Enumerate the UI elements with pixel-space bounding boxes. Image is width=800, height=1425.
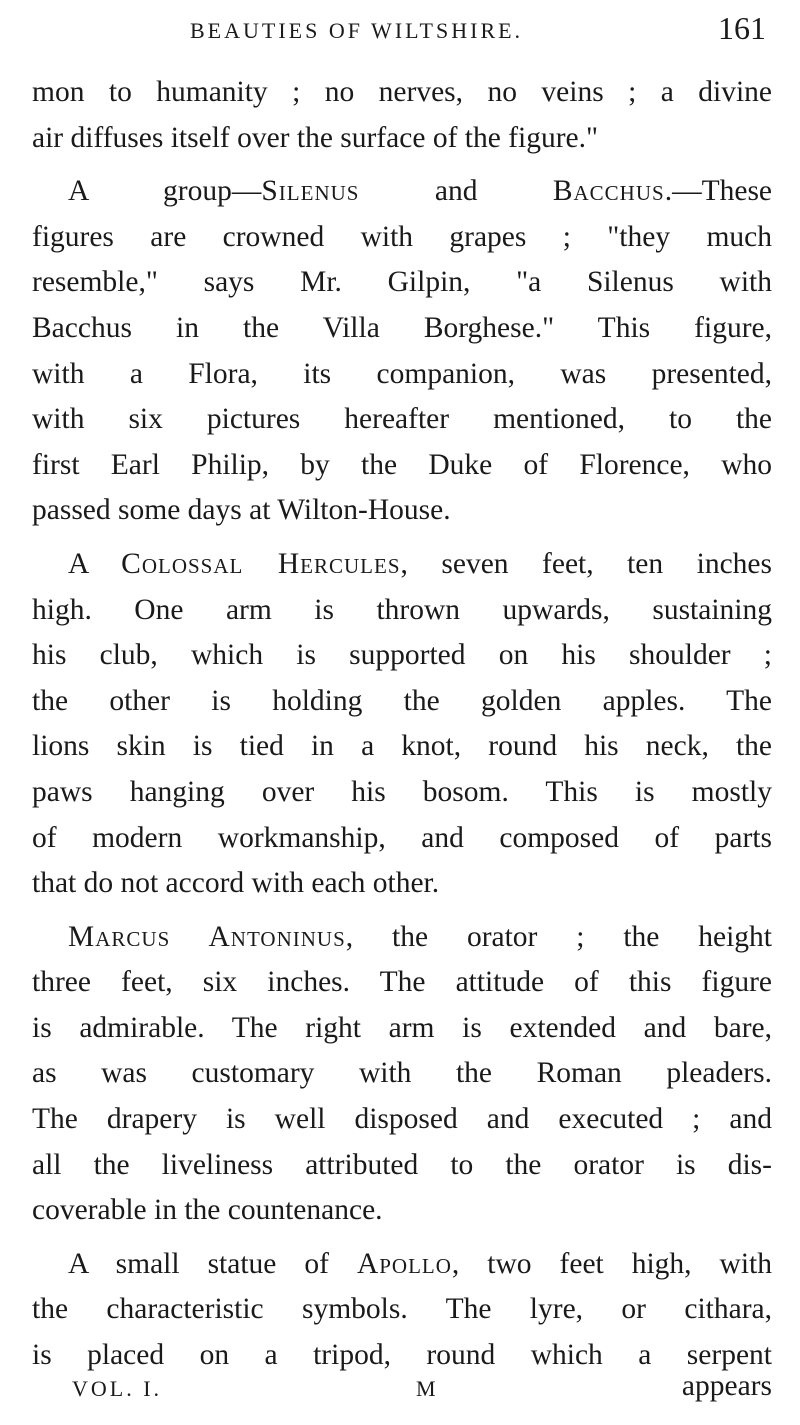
text-line: A group—Silenus and Bacchus.—These (68, 175, 772, 208)
running-title: BEAUTIES OF WILTSHIRE. (190, 18, 524, 43)
text-line: Bacchus in the Villa Borghese." This figure, (32, 311, 772, 344)
text-line: A Colossal Hercules, seven feet, ten inches (68, 547, 772, 580)
catchword: appears (681, 1370, 772, 1402)
small-caps-name: Silenus (261, 175, 360, 208)
text-line: resemble," says Mr. Gilpin, "a Silenus with (32, 266, 772, 299)
small-caps-name: Bacchus (552, 175, 665, 208)
small-caps-name: Colossal Hercules (121, 547, 401, 580)
text-line: A small statue of Apollo, two feet high, with (68, 1247, 772, 1280)
text-line: paws hanging over his bosom. This is mostly (32, 775, 772, 808)
text-line: passed some days at Wilton-House. (32, 494, 451, 527)
paragraph-marcus-antoninus (32, 915, 772, 1234)
page-number: 161 (718, 10, 766, 46)
text-line: the characteristic symbols. The lyre, or cithara, (32, 1293, 772, 1326)
text-line: air diffuses itself over the surface of the figure." (32, 121, 599, 154)
text-line: of modern workmanship, and composed of parts (32, 821, 772, 854)
volume-label: VOL. I. (72, 1376, 163, 1401)
paragraph-apollo (32, 1242, 772, 1379)
text-line: that do not accord with each other. (32, 867, 440, 900)
body-text (32, 70, 772, 1379)
text-line: with a Flora, its companion, was presented, (32, 357, 772, 390)
signature-mark: M (416, 1376, 438, 1401)
small-caps-name: Apollo (356, 1247, 452, 1280)
text-line: mon to humanity ; no nerves, no veins ; a divine (32, 76, 772, 108)
paragraph-colossal-hercules (32, 542, 772, 907)
text-line: first Earl Philip, by the Duke of Florence, who (32, 448, 772, 481)
text-line: The drapery is well disposed and executed ; and (32, 1103, 772, 1136)
text-line: with six pictures hereafter mentioned, to the (32, 403, 772, 436)
running-head (30, 10, 770, 50)
text-line: his club, which is supported on his shoulder ; (32, 639, 772, 672)
text-line: is admirable. The right arm is extended and bare, (32, 1011, 772, 1044)
text-line: is placed on a tripod, round which a serpent (32, 1339, 772, 1372)
text-line: figures are crowned with grapes ; "they much (32, 220, 772, 253)
text-line: all the liveliness attributed to the orator is dis- (32, 1148, 772, 1181)
paragraph-silenus-bacchus (32, 169, 772, 534)
text-line: the other is holding the golden apples. The (32, 684, 772, 717)
text-line: lions skin is tied in a knot, round his neck, the (32, 730, 772, 763)
text-line: three feet, six inches. The attitude of this figure (32, 966, 772, 999)
text-line: high. One arm is thrown upwards, sustaining (32, 593, 772, 626)
paragraph-continuation (32, 70, 772, 161)
text-line: as was customary with the Roman pleaders. (32, 1057, 772, 1090)
text-line: Marcus Antoninus, the orator ; the height (68, 920, 772, 953)
page-footer (32, 1370, 772, 1410)
text-line: coverable in the countenance. (32, 1194, 383, 1227)
small-caps-name: Marcus Antoninus (68, 920, 346, 953)
